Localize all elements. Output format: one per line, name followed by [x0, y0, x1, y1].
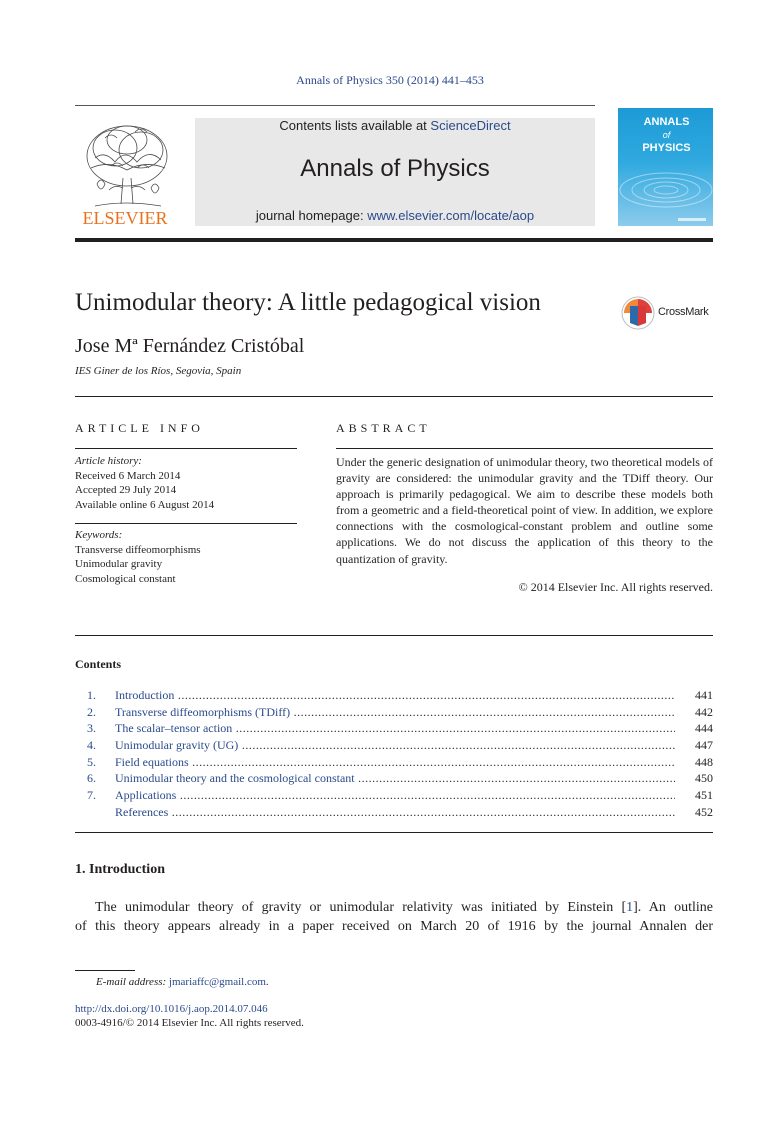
author-name: Jose Mª Fernández Cristóbal	[75, 335, 305, 357]
toc-entry[interactable]	[75, 704, 713, 721]
toc-title[interactable]: The scalar–tensor action .....	[115, 720, 675, 737]
keywords-block	[75, 528, 201, 586]
toc-number: 2.	[87, 704, 96, 719]
journal-name: Annals of Physics	[300, 155, 490, 182]
header-thick-rule	[75, 238, 713, 242]
introduction-text	[75, 898, 713, 936]
toc-page: 441	[695, 688, 713, 702]
reference-link[interactable]: 1	[626, 900, 634, 915]
toc-title[interactable]: Field equations .....	[115, 754, 675, 771]
elsevier-logo	[75, 118, 175, 228]
toc-title[interactable]: Unimodular gravity (UG) .....	[115, 737, 675, 754]
toc-page: 450	[695, 771, 713, 786]
toc-number: 1.	[87, 688, 96, 702]
article-info-heading: ARTICLE INFO	[75, 421, 204, 435]
homepage-link[interactable]: www.elsevier.com/locate/aop	[367, 208, 535, 223]
water-ripple-icon	[618, 108, 713, 226]
toc-page: 451	[695, 788, 713, 803]
header-rule	[75, 105, 595, 106]
history-rule	[75, 523, 297, 524]
received-date: Received 6 March 2014	[75, 469, 181, 482]
toc-number: 6.	[87, 771, 96, 786]
article-title: Unimodular theory: A little pedagogical vision	[75, 289, 541, 316]
journal-homepage: journal homepage: www.elsevier.com/locate/aop	[255, 208, 535, 223]
contents-end-rule	[75, 832, 713, 833]
toc-number: 3.	[87, 721, 96, 736]
abstract-rule	[336, 448, 713, 449]
toc-title[interactable]: Transverse diffeomorphisms (TDiff) .....	[115, 704, 675, 721]
abstract-copyright: © 2014 Elsevier Inc. All rights reserved.	[518, 580, 713, 594]
toc-page: 448	[695, 754, 713, 769]
toc-title[interactable]: Applications .....	[115, 787, 675, 804]
accepted-date: Accepted 29 July 2014	[75, 484, 177, 496]
toc-title[interactable]: Introduction .....	[115, 687, 675, 704]
contents-rule	[75, 635, 713, 636]
keyword: Cosmological constant	[75, 572, 176, 585]
toc-entry[interactable]	[75, 770, 713, 787]
abstract-heading: ABSTRACT	[336, 421, 431, 435]
journal-cover[interactable]	[618, 108, 713, 226]
doi-link[interactable]: http://dx.doi.org/10.1016/j.aop.2014.07.046	[75, 1003, 268, 1015]
cover-title: ANNALS of PHYSICS	[642, 116, 691, 154]
toc-entry[interactable]	[75, 804, 713, 821]
body-line: The unimodular theory of gravity or unimodular relativity was initiated by Einstein [1]. An outline	[95, 900, 713, 915]
section-heading-introduction: 1. Introduction	[75, 862, 165, 877]
sciencedirect-link[interactable]: ScienceDirect	[430, 118, 511, 133]
crossmark-icon	[621, 296, 655, 330]
journal-reference[interactable]: Annals of Physics 350 (2014) 441–453	[296, 73, 484, 87]
table-of-contents	[75, 687, 713, 821]
history-label: Article history:	[75, 455, 142, 467]
toc-entry[interactable]	[75, 737, 713, 754]
issn-copyright: 0003-4916/© 2014 Elsevier Inc. All rights reserved.	[75, 1017, 304, 1029]
toc-entry[interactable]	[75, 687, 713, 704]
journal-banner	[195, 118, 595, 226]
toc-page: 447	[695, 738, 713, 753]
toc-title[interactable]: References .....	[115, 804, 675, 821]
tree-icon	[75, 118, 175, 228]
toc-page: 444	[695, 721, 713, 736]
email-link[interactable]: jmariaffc@gmail.com	[168, 976, 266, 988]
toc-page: 452	[695, 804, 713, 819]
footnote-rule	[75, 970, 135, 971]
footnote-email: E-mail address: jmariaffc@gmail.com.	[96, 976, 269, 988]
toc-entry[interactable]	[75, 720, 713, 737]
toc-page: 442	[695, 704, 713, 719]
contents-availability: Contents lists available at ScienceDirect	[279, 118, 511, 133]
article-info-rule	[75, 448, 297, 449]
keyword: Transverse diffeomorphisms	[75, 543, 201, 556]
toc-entry[interactable]	[75, 787, 713, 804]
section-rule	[75, 396, 713, 397]
article-history	[75, 454, 214, 512]
toc-entry[interactable]	[75, 754, 713, 771]
toc-number: 5.	[87, 754, 96, 769]
toc-number: 7.	[87, 788, 96, 803]
keyword: Unimodular gravity	[75, 558, 163, 570]
body-line: of this theory appears already in a paper received on March 20 of 1916 by the journal Annalen der	[75, 919, 713, 934]
toc-number: 4.	[87, 738, 96, 753]
elsevier-wordmark: ELSEVIER	[82, 208, 168, 228]
crossmark-badge[interactable]	[621, 296, 713, 330]
toc-title[interactable]: Unimodular theory and the cosmological constant .....	[115, 770, 675, 787]
keywords-label: Keywords:	[75, 529, 123, 541]
author-affiliation: IES Giner de los Ríos, Segovia, Spain	[75, 365, 242, 377]
online-date: Available online 6 August 2014	[75, 498, 215, 511]
abstract-text: Under the generic designation of unimodular theory, two theoretical models of gravity are considered: the unimodular gravity and the TDiff theory. Our approach is primarily pedagogical. We aim to describe these models both from a geometric and a field-theoretical point of view. In addition, we explore connections with the cosmological-constant problem and outline some applications. We do not discuss the application of this theory to the quantization of gravity.	[336, 455, 713, 566]
contents-heading: Contents	[75, 657, 122, 671]
crossmark-label: CrossMark	[658, 306, 709, 318]
